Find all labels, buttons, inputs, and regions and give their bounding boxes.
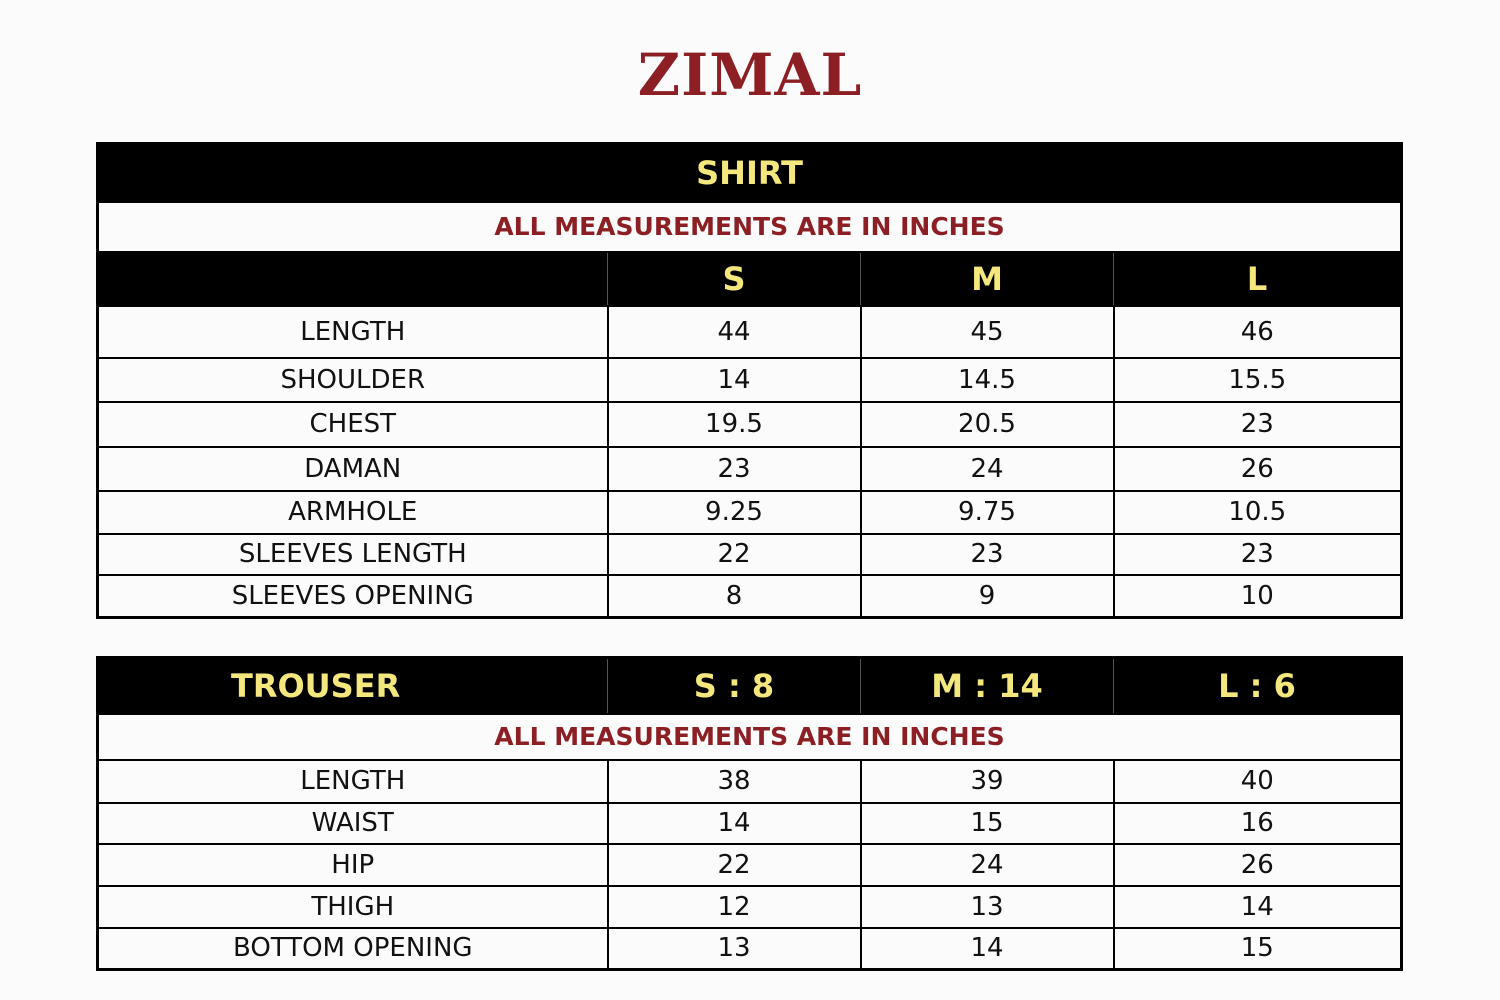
measurement-value: 16 <box>1114 803 1402 844</box>
measurement-value: 14 <box>608 803 861 844</box>
measurement-value: 23 <box>861 534 1114 575</box>
shirt-note-row <box>98 202 1402 252</box>
measurement-value: 14.5 <box>861 358 1114 402</box>
measurement-label: DAMAN <box>98 447 608 491</box>
measurement-value: 23 <box>608 447 861 491</box>
measurement-value: 8 <box>608 575 861 618</box>
measurement-value: 10.5 <box>1114 491 1402 534</box>
measurement-label: CHEST <box>98 402 608 447</box>
brand-title: ZIMAL <box>637 41 863 109</box>
shirt-title: SHIRT <box>98 144 1402 202</box>
table-row <box>98 358 1402 402</box>
trouser-units-note: ALL MEASUREMENTS ARE IN INCHES <box>98 714 1402 760</box>
shirt-size-header: M <box>861 252 1114 306</box>
measurement-label: WAIST <box>98 803 608 844</box>
measurement-value: 19.5 <box>608 402 861 447</box>
measurement-value: 14 <box>861 928 1114 970</box>
measurement-value: 13 <box>861 886 1114 928</box>
measurement-value: 9 <box>861 575 1114 618</box>
measurement-value: 40 <box>1114 760 1402 803</box>
measurement-value: 14 <box>1114 886 1402 928</box>
measurement-value: 38 <box>608 760 861 803</box>
measurement-value: 26 <box>1114 447 1402 491</box>
trouser-note-row <box>98 714 1402 760</box>
measurement-label: THIGH <box>98 886 608 928</box>
measurement-label: HIP <box>98 844 608 886</box>
measurement-value: 39 <box>861 760 1114 803</box>
trouser-title: TROUSER <box>98 658 608 714</box>
table-row <box>98 886 1402 928</box>
trouser-size-header: M : 14 <box>861 658 1114 714</box>
table-row <box>98 534 1402 575</box>
table-row <box>98 402 1402 447</box>
shirt-size-header: S <box>608 252 861 306</box>
shirt-units-note: ALL MEASUREMENTS ARE IN INCHES <box>98 202 1402 252</box>
measurement-value: 44 <box>608 306 861 358</box>
measurement-label: LENGTH <box>98 760 608 803</box>
measurement-value: 13 <box>608 928 861 970</box>
measurement-value: 26 <box>1114 844 1402 886</box>
shirt-size-header: L <box>1114 252 1402 306</box>
measurement-label: ARMHOLE <box>98 491 608 534</box>
table-row <box>98 575 1402 618</box>
measurement-value: 9.75 <box>861 491 1114 534</box>
measurement-value: 15 <box>1114 928 1402 970</box>
measurement-value: 22 <box>608 534 861 575</box>
trouser-size-header: L : 6 <box>1114 658 1402 714</box>
measurement-label: SLEEVES LENGTH <box>98 534 608 575</box>
measurement-value: 15 <box>861 803 1114 844</box>
measurement-label: SLEEVES OPENING <box>98 575 608 618</box>
table-row <box>98 306 1402 358</box>
measurement-value: 45 <box>861 306 1114 358</box>
measurement-value: 10 <box>1114 575 1402 618</box>
table-row <box>98 760 1402 803</box>
measurement-value: 24 <box>861 844 1114 886</box>
shirt-header-blank <box>98 252 608 306</box>
measurement-value: 22 <box>608 844 861 886</box>
measurement-value: 20.5 <box>861 402 1114 447</box>
measurement-label: SHOULDER <box>98 358 608 402</box>
measurement-label: LENGTH <box>98 306 608 358</box>
measurement-value: 23 <box>1114 534 1402 575</box>
shirt-size-table <box>96 142 1403 619</box>
measurement-value: 24 <box>861 447 1114 491</box>
measurement-value: 9.25 <box>608 491 861 534</box>
trouser-size-table <box>96 656 1403 971</box>
measurement-label: BOTTOM OPENING <box>98 928 608 970</box>
measurement-value: 12 <box>608 886 861 928</box>
trouser-size-header: S : 8 <box>608 658 861 714</box>
measurement-value: 23 <box>1114 402 1402 447</box>
table-row <box>98 491 1402 534</box>
measurement-value: 15.5 <box>1114 358 1402 402</box>
measurement-value: 46 <box>1114 306 1402 358</box>
table-row <box>98 928 1402 970</box>
table-row <box>98 803 1402 844</box>
measurement-value: 14 <box>608 358 861 402</box>
shirt-title-row <box>98 144 1402 202</box>
table-row <box>98 844 1402 886</box>
trouser-header-row <box>98 658 1402 714</box>
shirt-size-header-row <box>98 252 1402 306</box>
table-row <box>98 447 1402 491</box>
